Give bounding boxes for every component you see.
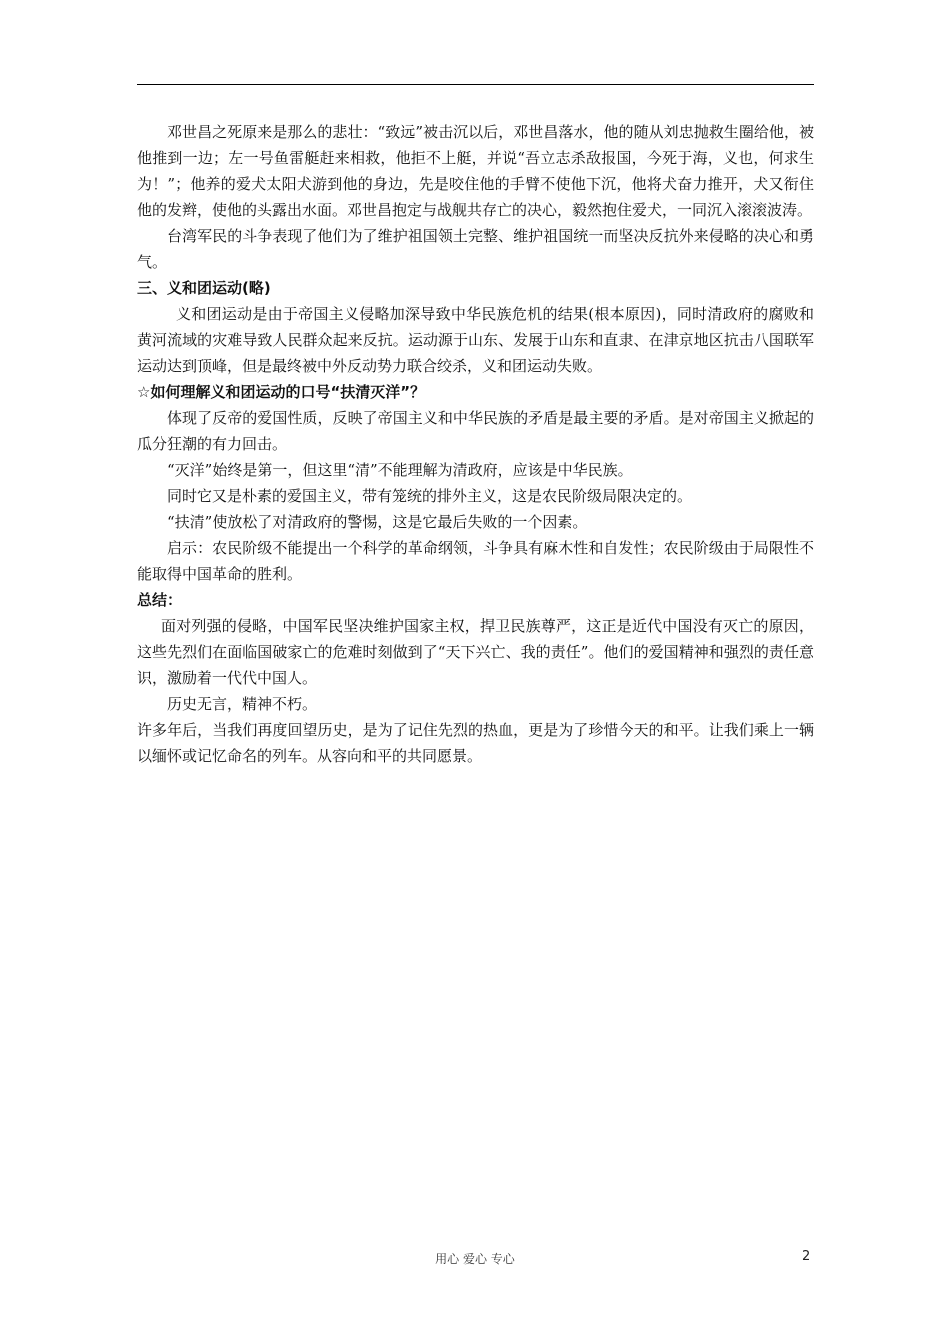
paragraph-deng-shichang: 邓世昌之死原来是那么的悲壮：“致远”被击沉以后，邓世昌落水，他的随从刘忠抛救生圈给他，被他推到一边；左一号鱼雷艇赶来相救，他拒不上艇，并说“吾立志杀敌报国，今死于海，义也，何求生为！”；他养的爱犬太阳犬游到他的身边，先是咬住他的手臂不使他下沉，他将犬奋力推开，犬又衔住他的发辫，使他的头露出水面。邓世昌抱定与战舰共存亡的决心，毅然抱住爱犬，一同沉入滚滚波涛。 <box>137 123 814 219</box>
paragraph-history-silent: 历史无言，精神不朽。 <box>167 695 318 713</box>
paragraph-mieyang: “灭洋”始终是第一，但这里“清”不能理解为清政府，应该是中华民族。 <box>167 461 633 479</box>
document-body <box>137 119 814 769</box>
paragraph-lesson: 启示：农民阶级不能提出一个科学的革命纲领，斗争具有麻木性和自发性；农民阶级由于局限性不能取得中国革命的胜利。 <box>137 539 814 583</box>
paragraph-anti-imperialism: 体现了反帝的爱国性质，反映了帝国主义和中华民族的矛盾是最主要的矛盾。是对帝国主义掀起的瓜分狂潮的有力回击。 <box>137 409 814 453</box>
paragraph-summary: 面对列强的侵略，中国军民坚决维护国家主权，捍卫民族尊严，这正是近代中国没有灭亡的原因，这些先烈们在面临国破家亡的危难时刻做到了“天下兴亡、我的责任”。他们的爱国精神和强烈的责任意识，激励着一代代中国人。 <box>137 617 814 687</box>
paragraph-taiwan: 台湾军民的斗争表现了他们为了维护祖国领土完整、维护祖国统一而坚决反抗外来侵略的决心和勇气。 <box>137 227 814 271</box>
page-number: 2 <box>802 1249 811 1264</box>
summary-heading: 总结： <box>137 591 183 609</box>
paragraph-xenophobia: 同时它又是朴素的爱国主义，带有笼统的排外主义，这是农民阶级局限决定的。 <box>167 487 693 505</box>
section-heading-boxer: 三、义和团运动(略) <box>137 279 271 297</box>
footer-motto: 用心 爱心 专心 <box>435 1252 515 1266</box>
header-rule <box>137 84 814 85</box>
paragraph-fuqing: “扶清”使放松了对清政府的警惕，这是它最后失败的一个因素。 <box>167 513 588 531</box>
question-heading-slogan: ☆如何理解义和团运动的口号“扶清灭洋”？ <box>137 383 426 401</box>
paragraph-boxer-movement: 义和团运动是由于帝国主义侵略加深导致中华民族危机的结果(根本原因)，同时清政府的腐败和黄河流域的灾难导致人民群众起来反抗。运动源于山东、发展于山东和直隶、在津京地区抗击八国联军运动达到顶峰，但是最终被中外反动势力联合绞杀，义和团运动失败。 <box>137 305 814 375</box>
paragraph-closing: 许多年后，当我们再度回望历史，是为了记住先烈的热血，更是为了珍惜今天的和平。让我们乘上一辆以缅怀或记忆命名的列车。从容向和平的共同愿景。 <box>137 721 814 765</box>
